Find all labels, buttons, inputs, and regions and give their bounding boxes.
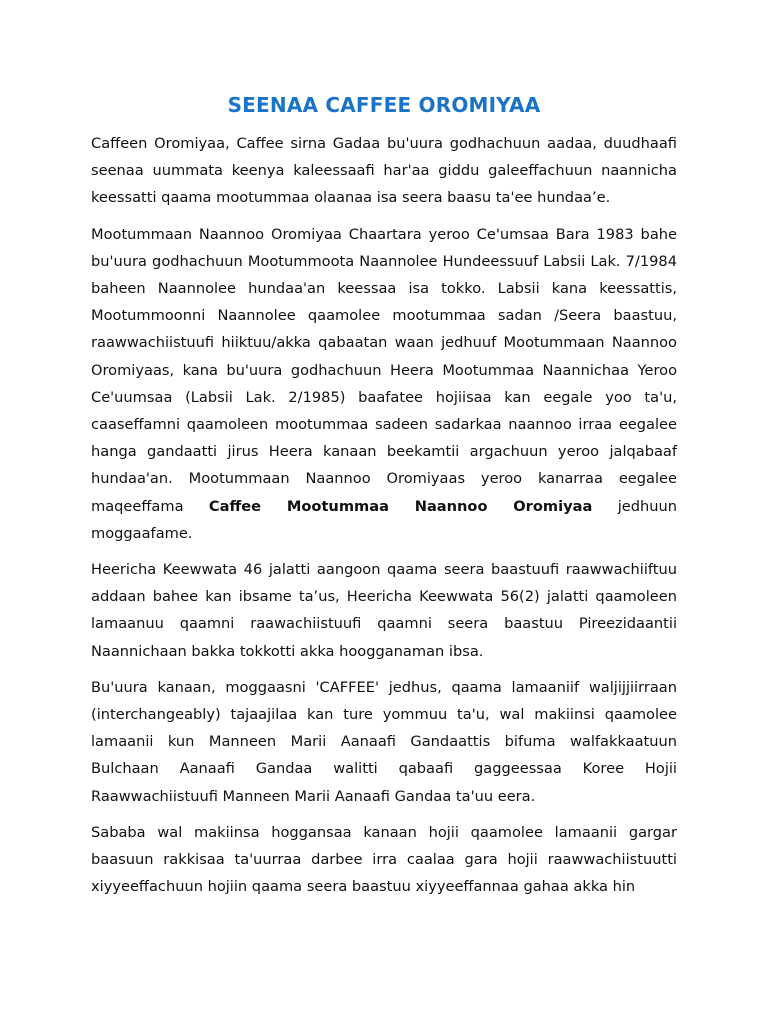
paragraph-2 xyxy=(91,221,677,547)
paragraph-5: Sababa wal makiinsa hoggansaa kanaan hojii qaamolee lamaanii gargar baasuun rakkisaa ta'uurraa darbee irra caalaa gara hojii raawwachiistuutti xiyyeeffachuun hojiin qaama seera baastuu xiyyeeffannaa gahaa akka hin xyxy=(91,823,677,896)
paragraph-4: Bu'uura kanaan, moggaasni 'CAFFEE' jedhus, qaama lamaaniif waljijjiirraan (interchangeably) tajaajilaa kan ture yommuu ta'u, wal makiinsi qaamolee lamaanii kun Manneen Marii Aanaafi Gandaattis bifuma walfakkaatuun Bulchaan Aanaafi Gandaa walitti qabaafi gaggeessaa Koree Hojii Raawwachiistuufi Manneen Marii Aanaafi Gandaa ta'uu eera. xyxy=(91,678,677,805)
document-page xyxy=(91,88,677,909)
paragraph-2-text: Mootummaan Naannoo Oromiyaa Chaartara yeroo Ce'umsaa Bara 1983 bahe bu'uura godhachuun Mootummoota Naannolee Hundeessuuf Labsii Lak. 7/1984 baheen Naannolee hundaa'an keessaa isa tokko. Labsii kana keessattis, Mootummoonni Naannolee qaamolee mootummaa sadan /Seera baastuu, raawwachiistuufi hiiktuu/akka qabaatan waan jedhuuf Mootummaan Naannoo Oromiyaas, kana bu'uura godhachuun Heera Mootummaa Naannichaa Yeroo Ce'uumsaa (Labsii Lak. 2/1985) baafatee hojiisaa kan eegale yoo ta'u, caaseffamni qaamoleen mootummaa sadeen sadarkaa naannoo irraa eegalee hanga gandaatti jirus Heera kanaan beekamtii argachuun yeroo jalqabaaf hundaa'an. Mootummaan Naannoo Oromiyaas yeroo kanarraa eegalee maqeeffama xyxy=(91,225,677,515)
paragraph-2-tail: jedhuun moggaafame. xyxy=(91,497,677,542)
paragraph-1: Caffeen Oromiyaa, Caffee sirna Gadaa bu'uura godhachuun aadaa, duudhaafi seenaa uummata keenya kaleessaafi har'aa giddu galeeffachuun naannicha keessatti qaama mootummaa olaanaa isa seera baasu ta'ee hundaa’e. xyxy=(91,135,677,207)
paragraph-2-bold: Caffee Mootummaa Naannoo Oromiyaa xyxy=(208,497,593,515)
paragraph-3: Heericha Keewwata 46 jalatti aangoon qaama seera baastuufi raawwachiiftuu addaan bahee kan ibsame ta’us, Heericha Keewwata 56(2) jalatti qaamoleen lamaanuu qaamni raawachiistuufi qaamni seera baastuu Pireezidaantii Naannichaan bakka tokkotti akka hoogganaman ibsa. xyxy=(91,561,677,660)
document-title: SEENAA CAFFEE OROMIYAA xyxy=(227,93,541,117)
